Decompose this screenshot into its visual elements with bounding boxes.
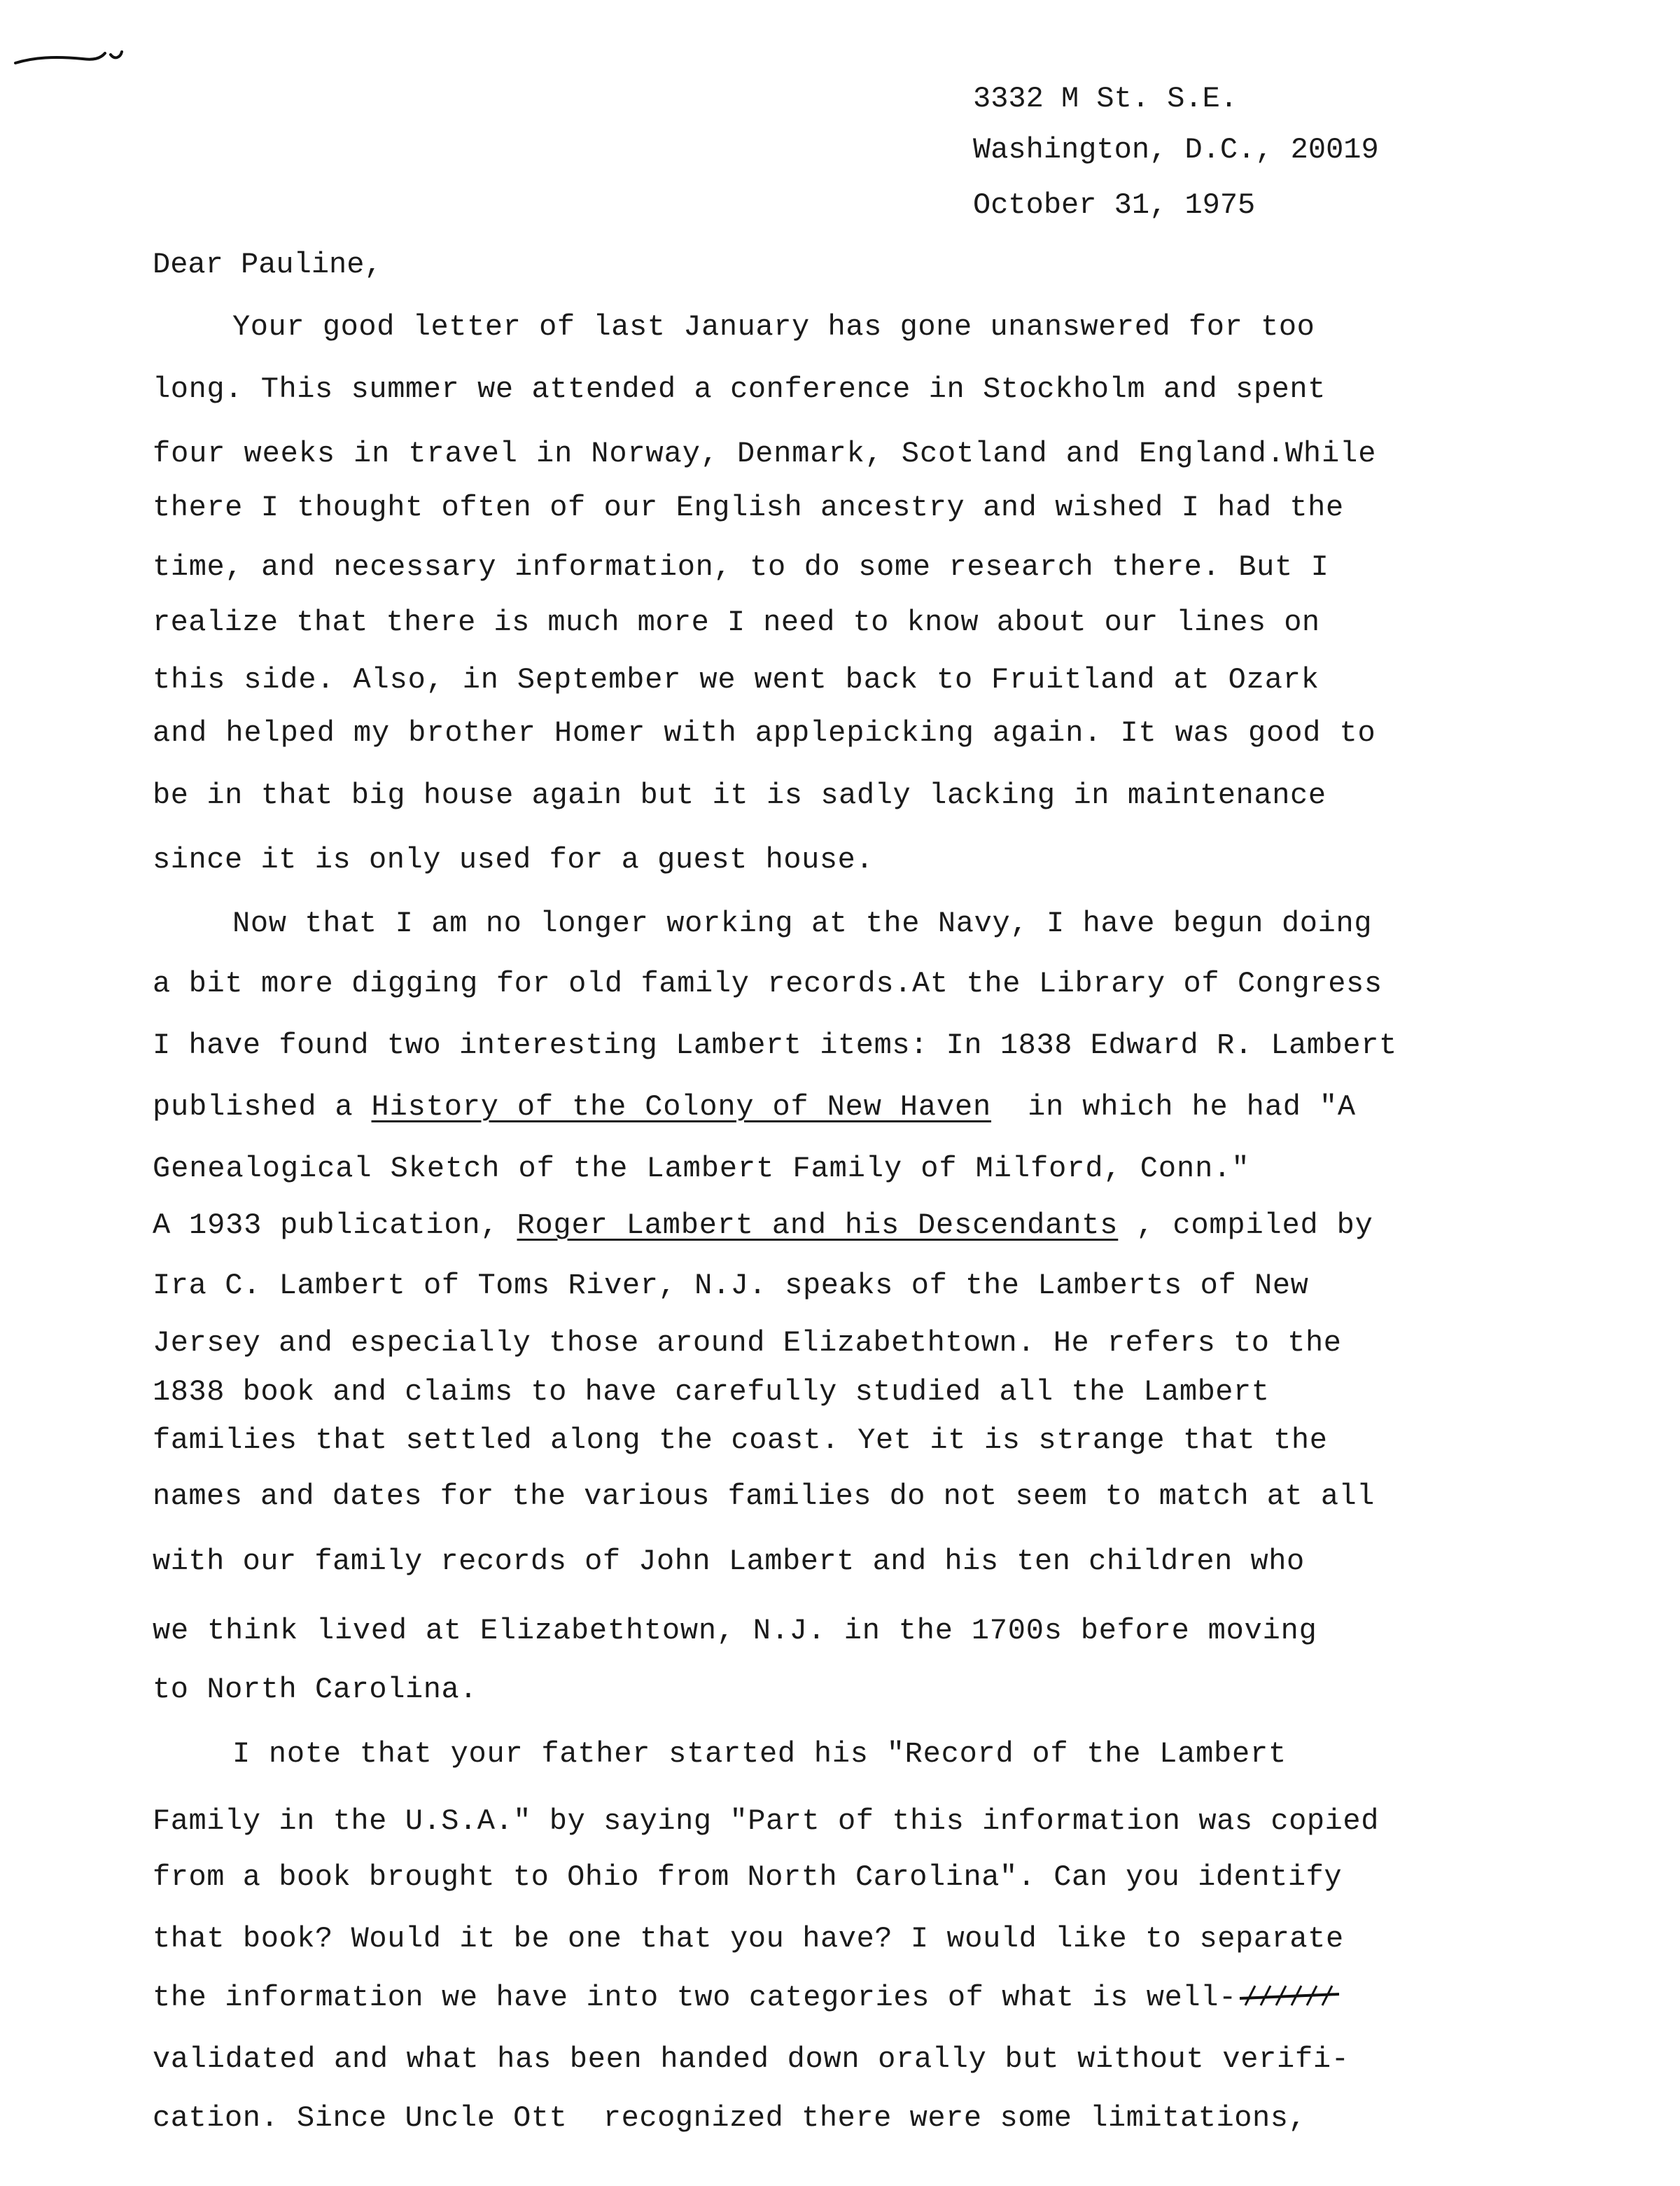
paragraph-line: Now that I am no longer working at the Navy, I have begun doing — [232, 907, 1373, 940]
paragraph-line: realize that there is much more I need to know about our lines on — [153, 606, 1320, 639]
paragraph-line — [153, 1092, 1356, 1122]
salutation: Dear Pauline, — [153, 248, 382, 281]
paragraph-line: Jersey and especially those around Elizabethtown. He refers to the — [153, 1326, 1342, 1360]
book-title-new-haven: History of the Colony of New Haven — [371, 1090, 992, 1124]
struck-out-word — [1237, 1984, 1342, 2008]
paragraph-line: four weeks in travel in Norway, Denmark, Scotland and England.While — [153, 437, 1377, 471]
paragraph-line: Ira C. Lambert of Toms River, N.J. speaks of the Lamberts of New — [153, 1269, 1309, 1302]
paragraph-line: cation. Since Uncle Ott recognized there were some limitations, — [153, 2101, 1307, 2135]
paragraph-line — [153, 1983, 1342, 2012]
paragraph-line: Family in the U.S.A." by saying "Part of this information was copied — [153, 1804, 1379, 1838]
paragraph-line: with our family records of John Lambert and his ten children who — [153, 1545, 1305, 1578]
paragraph-line: I note that your father started his "Record of the Lambert — [232, 1737, 1287, 1771]
line-text: published a — [153, 1090, 372, 1124]
paragraph-line: I have found two interesting Lambert items: In 1838 Edward R. Lambert — [153, 1029, 1397, 1062]
line-text: the information we have into two categories of what is well- — [153, 1981, 1237, 2014]
paragraph-line: Genealogical Sketch of the Lambert Family of Milford, Conn." — [153, 1152, 1250, 1185]
paragraph-line: names and dates for the various families do not seem to match at all — [153, 1480, 1375, 1513]
paragraph-line: there I thought often of our English ancestry and wished I had the — [153, 491, 1344, 524]
paragraph-line: Your good letter of last January has gone unanswered for too — [232, 310, 1315, 344]
paragraph-line: families that settled along the coast. Yet it is strange that the — [153, 1423, 1328, 1457]
paragraph-line: since it is only used for a guest house. — [153, 843, 874, 877]
line-text: in which he had "A — [991, 1090, 1356, 1124]
paragraph-line: be in that big house again but it is sadly lacking in maintenance — [153, 779, 1326, 812]
address-street: 3332 M St. S.E. — [973, 82, 1238, 116]
paragraph-line: and helped my brother Homer with applepicking again. It was good to — [153, 716, 1376, 750]
paragraph-line — [153, 1211, 1373, 1240]
paragraph-line: 1838 book and claims to have carefully studied all the Lambert — [153, 1375, 1270, 1409]
book-title-roger-lambert: Roger Lambert and his Descendants — [517, 1209, 1119, 1242]
paragraph-line: this side. Also, in September we went back to Fruitland at Ozark — [153, 663, 1320, 697]
paragraph-line: from a book brought to Ohio from North Carolina". Can you identify — [153, 1860, 1343, 1894]
paragraph-line: validated and what has been handed down orally but without verifi- — [153, 2042, 1350, 2076]
paragraph-line: we think lived at Elizabethtown, N.J. in the 1700s before moving — [153, 1614, 1317, 1648]
paragraph-line: time, and necessary information, to do some research there. But I — [153, 550, 1329, 584]
pen-mark-icon — [13, 43, 125, 71]
paragraph-line: to North Carolina. — [153, 1673, 478, 1706]
paragraph-line: a bit more digging for old family records.At the Library of Congress — [153, 967, 1382, 1001]
paragraph-line: that book? Would it be one that you have? I would like to separate — [153, 1922, 1344, 1956]
line-text: A 1933 publication, — [153, 1209, 517, 1242]
address-city: Washington, D.C., 20019 — [973, 133, 1379, 167]
line-text: , compiled by — [1118, 1209, 1373, 1242]
letter-date: October 31, 1975 — [973, 188, 1256, 222]
paragraph-line: long. This summer we attended a conference in Stockholm and spent — [153, 373, 1326, 406]
